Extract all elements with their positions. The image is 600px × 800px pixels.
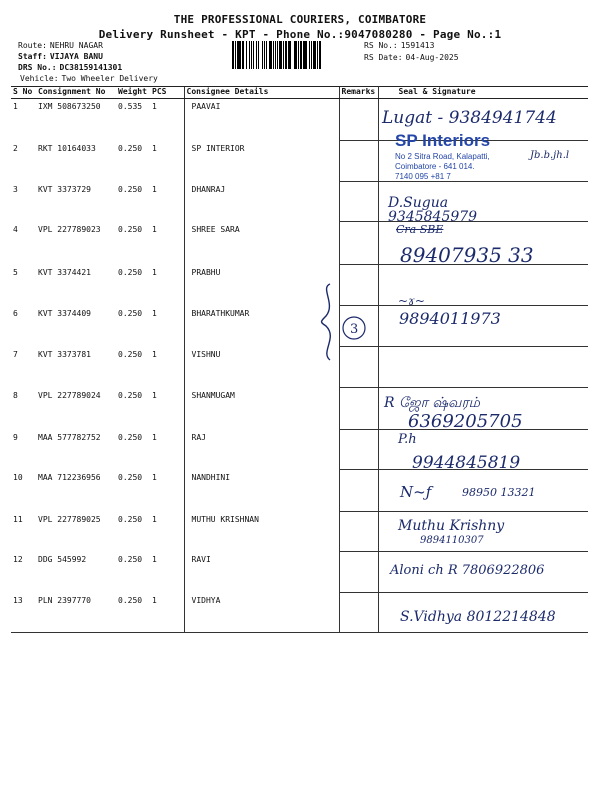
row-sno: 4 — [13, 224, 18, 234]
company-stamp — [395, 131, 525, 181]
row-remarks — [339, 388, 378, 430]
row-remarks — [339, 182, 378, 222]
row-pcs: 1 — [152, 472, 157, 482]
row-pcs: 1 — [150, 593, 184, 633]
hw-row12: Aloni ch R 7806922806 — [390, 563, 545, 578]
row-consignment: KVT 3373781 — [38, 349, 91, 359]
rs-no-line — [364, 40, 434, 51]
row-weight: 0.250 — [118, 184, 143, 194]
vehicle-line — [20, 73, 158, 84]
col-consignee: Consignee Details — [184, 87, 339, 99]
row-remarks — [339, 222, 378, 265]
row-weight: 0.250 — [118, 432, 143, 442]
row-consignee: PAAVAI — [184, 99, 339, 141]
col-remarks: Remarks — [339, 87, 378, 99]
row-pcs: 1 — [152, 267, 157, 277]
staff-value: VIJAYA BANU — [49, 52, 103, 61]
rs-no-value: 1591413 — [400, 41, 435, 50]
row-consignee: PRABHU — [184, 265, 339, 306]
row-consignee: BHARATHKUMAR — [184, 306, 339, 347]
vehicle-label: Vehicle: — [20, 74, 59, 83]
stamp-line-1: No 2 Sitra Road, Kalapatti, — [395, 152, 490, 161]
row-weight: 0.250 — [118, 308, 143, 318]
row-consignment: VPL 227789025 — [38, 514, 101, 524]
row-consignee: SHANMUGAM — [184, 388, 339, 430]
row-remarks — [339, 141, 378, 182]
row-weight: 0.250 — [118, 554, 143, 564]
row-sno: 8 — [13, 390, 18, 400]
row-sno: 13 — [11, 593, 36, 633]
row-consignment: DDG 545992 — [38, 554, 87, 564]
row-seal-signature — [378, 347, 588, 388]
row-pcs: 1 — [152, 390, 157, 400]
row-consignee: DHANRAJ — [184, 182, 339, 222]
table-row — [11, 306, 588, 347]
barcode-image — [232, 41, 354, 69]
stamp-name: SP Interiors — [395, 131, 491, 150]
row-consignee: RAVI — [184, 552, 339, 593]
row-pcs: 1 — [152, 143, 157, 153]
row-remarks — [339, 470, 378, 512]
row-consignment: VPL 227789024 — [38, 390, 101, 400]
hw-row9-phone: 9944845819 — [412, 453, 521, 473]
hw-row9-name: P.h — [398, 432, 417, 447]
row-consignment: KVT 3373729 — [38, 184, 91, 194]
rs-date-value: 04-Aug-2025 — [405, 53, 459, 62]
route-label: Route: — [18, 41, 47, 50]
row-remarks — [339, 99, 378, 141]
brace-count: 3 — [350, 322, 359, 337]
hw-row4: 89407935 33 — [400, 243, 534, 267]
row-consignment: KVT 3374409 — [38, 308, 91, 318]
row-sno: 10 — [13, 472, 23, 482]
row-weight: 0.250 — [118, 472, 143, 482]
hw-row1: Lugat - 9384941744 — [382, 108, 557, 128]
rs-date-line — [364, 52, 459, 63]
row-sno: 3 — [13, 184, 18, 194]
row-weight: 0.250 — [118, 349, 143, 359]
row-pcs: 1 — [152, 349, 157, 359]
row-consignee: SP INTERIOR — [184, 141, 339, 182]
rs-date-label: RS Date: — [364, 53, 403, 62]
row-consignee: VIDHYA — [184, 593, 339, 633]
row-pcs: 1 — [152, 102, 157, 111]
row-pcs: 1 — [152, 184, 157, 194]
row-remarks — [339, 430, 378, 470]
stamp-line-2: Coimbatore - 641 014. — [395, 162, 475, 171]
hw-row11-phone: 9894110307 — [420, 535, 484, 546]
row-sno: 9 — [13, 432, 18, 442]
row-sno: 11 — [13, 514, 23, 524]
drs-line — [18, 62, 122, 73]
row-sno: 6 — [13, 308, 18, 318]
table-header-row — [11, 87, 588, 99]
row-weight: 0.250 — [118, 143, 143, 153]
row-consignment: MAA 712236956 — [38, 472, 101, 482]
col-seal: Seal & Signature — [378, 87, 588, 99]
row-weight: 0.250 — [118, 224, 143, 234]
row-sno: 12 — [13, 554, 23, 564]
row-pcs: 1 — [152, 224, 157, 234]
hw-row8-name: R ஜோ ஷ்வரம் — [384, 395, 480, 411]
row-consignment: VPL 227789023 — [38, 224, 101, 234]
staff-label: Staff: — [18, 52, 47, 61]
col-sno: S No — [11, 87, 36, 99]
company-title: THE PROFESSIONAL COURIERS, COIMBATORE — [173, 13, 427, 26]
drs-label: DRS No.: — [18, 63, 57, 72]
hw-row3: D.Sugua 9345845979 — [388, 195, 478, 225]
row-consignment: IXM 508673250 — [38, 102, 101, 111]
rs-no-label: RS No.: — [364, 41, 398, 50]
row-consignee: MUTHU KRISHNAN — [184, 512, 339, 552]
hw-row6-sign: ~ɤ~ — [398, 294, 425, 308]
runsheet-subtitle: Delivery Runsheet - KPT - Phone No.:9047080280 - Page No.:1 — [98, 28, 502, 41]
hw-row8-phone: 6369205705 — [408, 411, 523, 432]
route-line — [18, 40, 103, 51]
staff-line — [18, 51, 103, 62]
hw-row11-name: Muthu Krishny — [398, 518, 505, 534]
col-pcs: PCS — [150, 87, 184, 99]
row-weight: 0.250 — [118, 514, 143, 524]
hw-row4-struck: Cra SBE — [396, 223, 444, 236]
row-sno: 2 — [13, 143, 18, 153]
row-pcs: 1 — [152, 554, 157, 564]
stamp-line-3: 7140 095 +81 7 — [395, 172, 451, 181]
row-weight: 0.250 — [118, 390, 143, 400]
row-consignee: SHREE SARA — [184, 222, 339, 265]
row-remarks — [339, 593, 378, 633]
row-sno: 7 — [13, 349, 18, 359]
row-consignment: PLN 2397770 — [36, 593, 116, 633]
hw-row10-phone: 98950 13321 — [462, 486, 536, 499]
route-value: NEHRU NAGAR — [49, 41, 103, 50]
row-consignment: KVT 3374421 — [38, 267, 91, 277]
row-consignee: VISHNU — [184, 347, 339, 388]
row-sno: 5 — [13, 267, 18, 277]
row-sno: 1 — [13, 102, 18, 111]
row-weight: 0.250 — [116, 593, 150, 633]
row-pcs: 1 — [152, 432, 157, 442]
col-consignment: Consignment No — [36, 87, 116, 99]
row-consignee: NANDHINI — [184, 470, 339, 512]
hw-row10-sign: N~ƒ — [400, 483, 432, 501]
table-row — [11, 347, 588, 388]
handwritten-brace — [316, 282, 376, 362]
hw-row6: 9894011973 — [399, 309, 501, 328]
hw-row2-sign: Jb.b.jh.l — [530, 150, 570, 161]
row-remarks — [339, 552, 378, 593]
row-consignment: MAA 577782752 — [38, 432, 101, 442]
row-weight: 0.250 — [118, 267, 143, 277]
row-consignee: RAJ — [184, 430, 339, 470]
col-weight: Weight — [116, 87, 150, 99]
row-weight: 0.535 — [118, 102, 143, 111]
hw-row13: S.Vidhya 8012214848 — [400, 609, 556, 625]
row-pcs: 1 — [152, 514, 157, 524]
row-consignment: RKT 10164033 — [38, 143, 96, 153]
table-row — [11, 265, 588, 306]
vehicle-value: Two Wheeler Delivery — [61, 74, 158, 83]
drs-value: DC38159141301 — [59, 63, 123, 72]
row-remarks — [339, 512, 378, 552]
row-pcs: 1 — [152, 308, 157, 318]
